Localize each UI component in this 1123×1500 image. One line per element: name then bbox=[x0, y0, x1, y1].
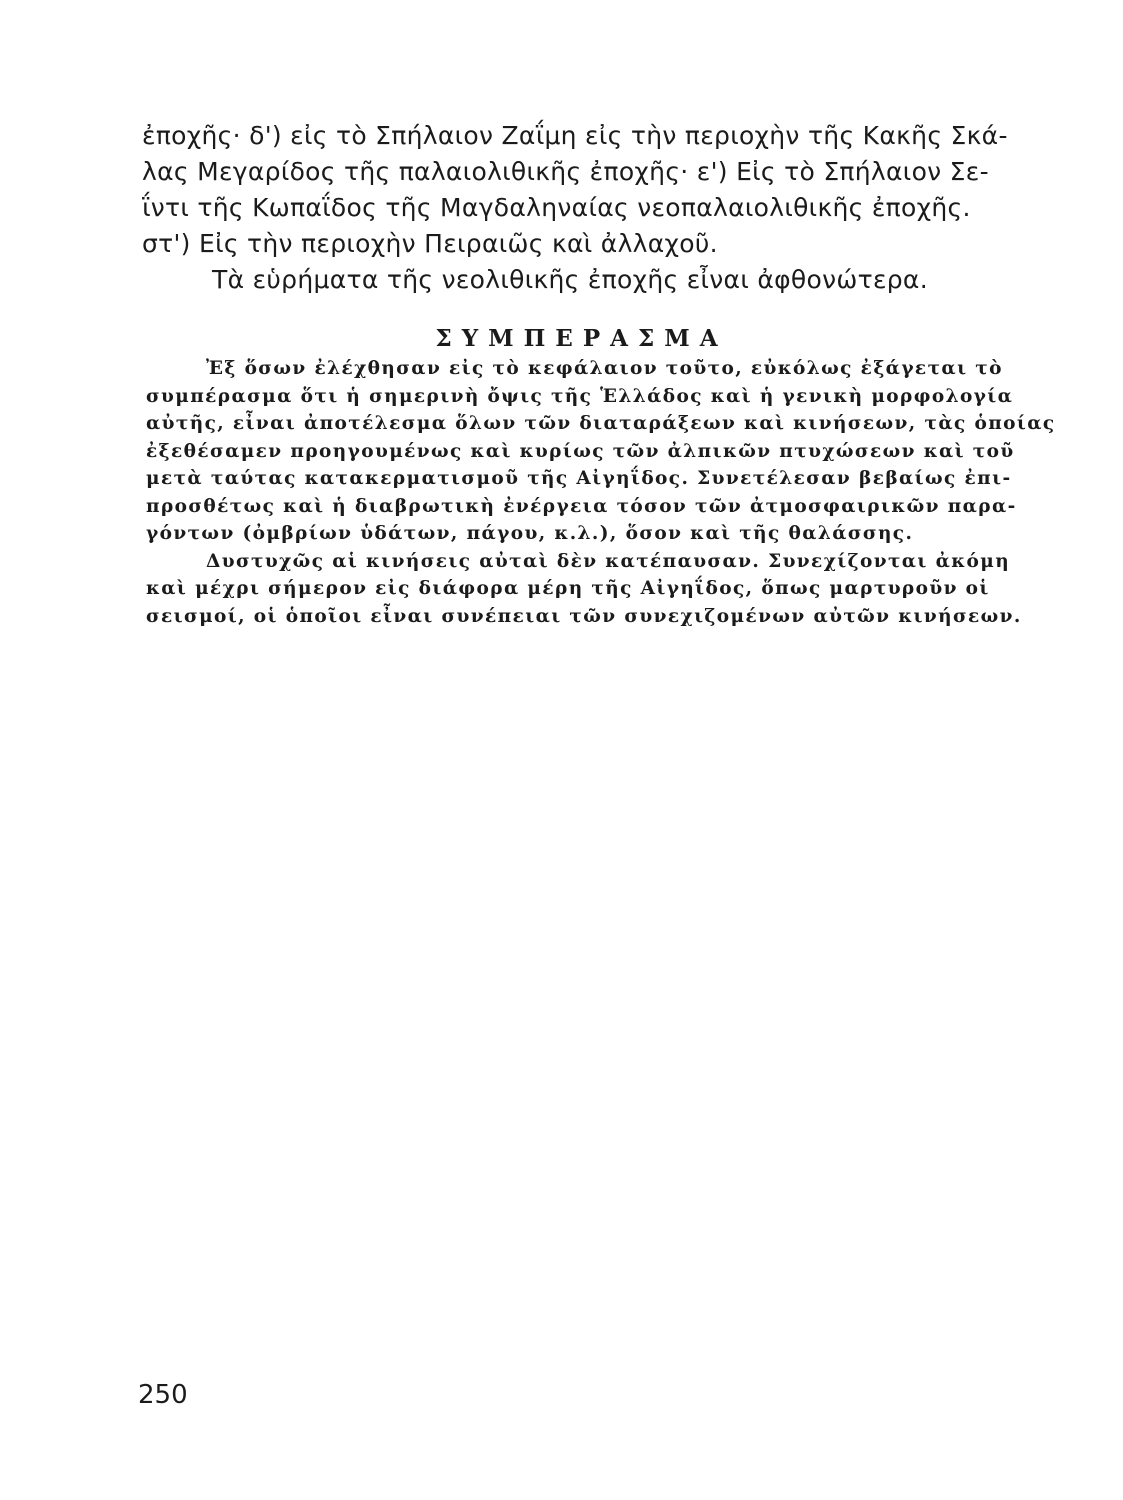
conclusion-line: ἐξεθέσαμεν προηγουμένως καὶ κυρίως τῶν ἀλπικῶν πτυχώσεων καὶ τοῦ bbox=[146, 440, 1015, 462]
conclusion-line: Ἐξ ὅσων ἐλέχθησαν εἰς τὸ κεφάλαιον τοῦτο, εὐκόλως ἐξάγεται τὸ bbox=[206, 358, 1003, 379]
intro-paragraph: Τὰ εὑρήματα τῆς νεολιθικῆς ἐποχῆς εἶναι ἀφθονώτερα. bbox=[212, 265, 928, 294]
conclusion-line: Δυστυχῶς αἱ κινήσεις αὐταὶ δὲν κατέπαυσαν. Συνεχίζονται ἀκόμη bbox=[206, 550, 1011, 572]
conclusion-line: αὐτῆς, εἶναι ἀποτέλεσμα ὅλων τῶν διαταράξεων καὶ κινήσεων, τὰς ὁποίας bbox=[146, 413, 1056, 434]
page-number: 250 bbox=[138, 1380, 188, 1410]
conclusion-line: μετὰ ταύτας κατακερματισμοῦ τῆς Αἰγηΐδος. Συνετέλεσαν βεβαίως ἐπι- bbox=[146, 468, 1012, 489]
conclusion-line: καὶ μέχρι σήμερον εἰς διάφορα μέρη τῆς Αἰγηΐδος, ὅπως μαρτυροῦν οἱ bbox=[146, 578, 990, 599]
intro-text-block bbox=[142, 118, 1042, 298]
conclusion-line: συμπέρασμα ὅτι ἡ σημερινὴ ὄψις τῆς Ἑλλάδος καὶ ἡ γενικὴ μορφολογία bbox=[146, 385, 1014, 407]
conclusion-line: γόντων (ὀμβρίων ὑδάτων, πάγου, κ.λ.), ὅσον καὶ τῆς θαλάσσης. bbox=[146, 523, 914, 544]
section-heading: ΣΥΜΠΕΡΑΣΜΑ bbox=[435, 325, 728, 352]
conclusion-line: προσθέτως καὶ ἡ διαβρωτικὴ ἐνέργεια τόσον τῶν ἀτμοσφαιρικῶν παρα- bbox=[146, 495, 1017, 517]
intro-line: ἐποχῆς· δ') εἰς τὸ Σπήλαιον Ζαΐμη εἰς τὴν περιοχὴν τῆς Κακῆς Σκά- bbox=[142, 121, 1008, 150]
conclusion-line: σεισμοί, οἱ ὁποῖοι εἶναι συνέπειαι τῶν συνεχιζομένων αὐτῶν κινήσεων. bbox=[146, 605, 1022, 627]
intro-line: λας Μεγαρίδος τῆς παλαιολιθικῆς ἐποχῆς· ε') Εἰς τὸ Σπήλαιον Σε- bbox=[142, 157, 989, 186]
intro-line: ΐντι τῆς Κωπαΐδος τῆς Μαγδαληναίας νεοπαλαιολιθικῆς ἐποχῆς. bbox=[142, 193, 971, 222]
intro-line: στ') Εἰς τὴν περιοχὴν Πειραιῶς καὶ ἀλλαχοῦ. bbox=[142, 229, 718, 258]
conclusion-text-block bbox=[146, 355, 1056, 630]
